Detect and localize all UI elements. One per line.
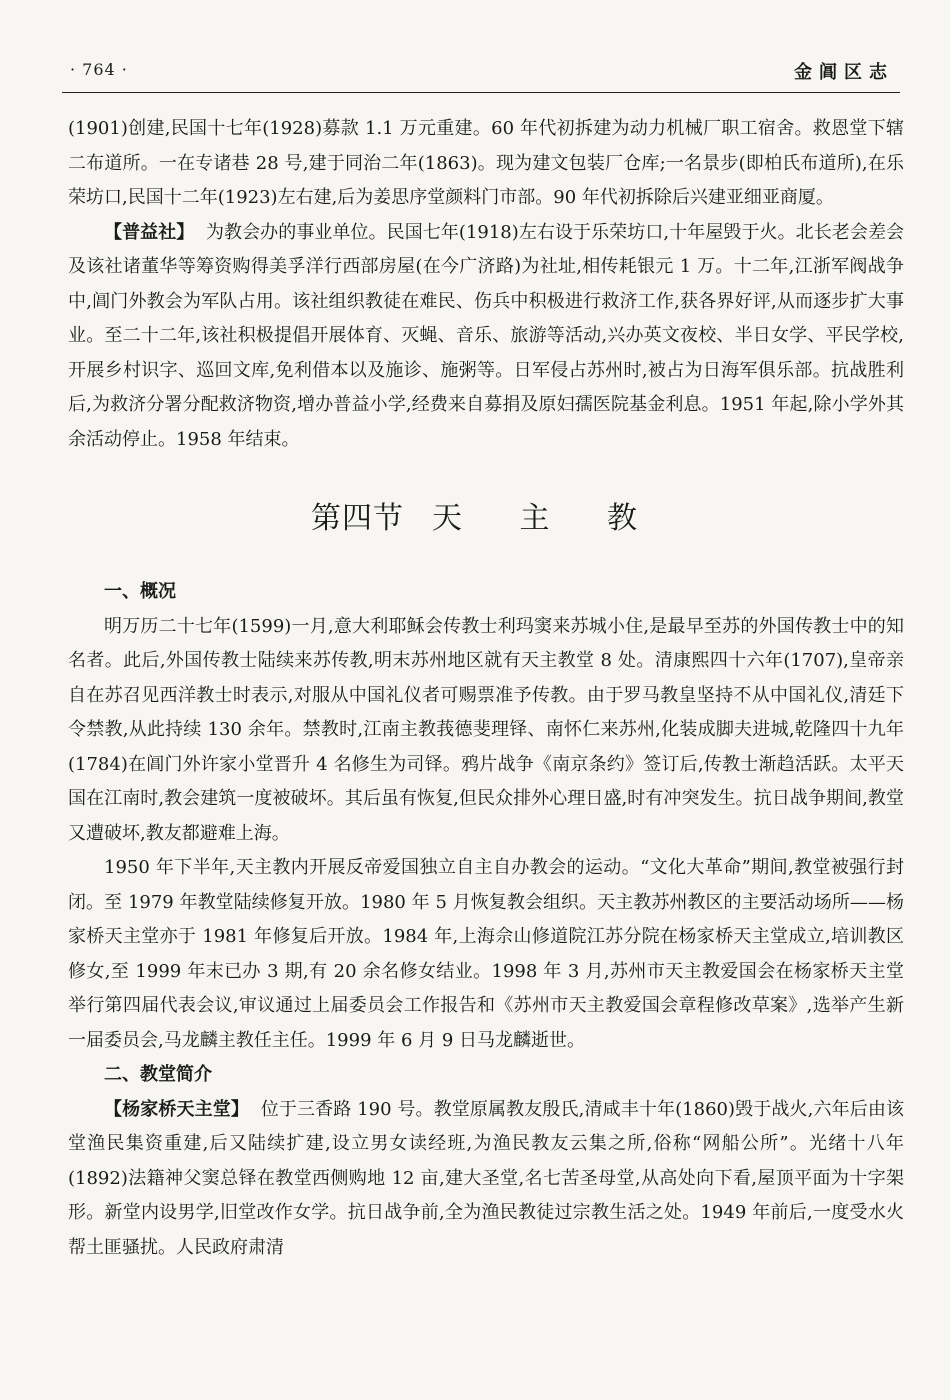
subsection-heading: 一、概况 (104, 581, 176, 602)
subsection-heading: 二、教堂简介 (104, 1064, 212, 1085)
page-header (62, 58, 900, 93)
section-title (68, 499, 904, 539)
entry-text: 为教会办的事业单位。民国七年(1918)左右设于乐荣坊口,十年屋毁于火。北长老会差会及该社诸董华等筹资购得美孚洋行西部房屋(在今广济路)为社址,相传耗银元 1 万。十二年,江浙军阀战争中,阊门外教会为军队占用。该社组织教徒在难民、伤兵中积极进行救济工作,获各界好评,从而逐步扩大事业。至二十二年,该社积极提倡开展体育、灭蝇、音乐、旅游等活动,兴办英文夜校、半日女学、平民学校,开展乡村识字、巡回文库,免利借本以及施诊、施粥等。日军侵占苏州时,被占为日海军俱乐部。抗战胜利后,为救济分署分配救济物资,增办普益小学,经费来自募捐及原妇孺医院基金利息。1951 年起,除小学外其余活动停止。1958 年结束。 (68, 221, 905, 450)
book-title: 金阊区志 (794, 62, 894, 83)
section-name: 天 主 教 (431, 501, 662, 536)
paragraph: 明万历二十七年(1599)一月,意大利耶稣会传教士利玛窦来苏城小住,是最早至苏的外国传教士中的知名者。此后,外国传教士陆续来苏传教,明末苏州地区就有天主教堂 8 处。清康熙四十六年(1707),皇帝亲自在苏召见西洋教士时表示,对服从中国礼仪者可赐票准予传教。由于罗马教皇坚持不从中国礼仪,清廷下令禁教,从此持续 130 余年。禁教时,江南主教莪德斐理铎、南怀仁来苏州,化装成脚夫进城,乾隆四十九年(1784)在阊门外许家小堂晋升 4 名修生为司铎。鸦片战争《南京条约》签订后,传教士渐趋活跃。太平天国在江南时,教会建筑一度被破坏。其后虽有恢复,但民众排外心理日盛,时有冲突发生。抗日战争期间,教堂又遭破坏,教友都避难上海。 (68, 615, 904, 844)
page-number: · 764 · (70, 60, 128, 79)
page-body (68, 112, 904, 1265)
section-number: 第四节 (310, 501, 404, 536)
entry-yangjiaqiao (68, 1093, 904, 1266)
entry-text: 位于三香路 190 号。教堂原属教友殷氏,清咸丰十年(1860)毁于战火,六年后由该堂渔民集资重建,后又陆续扩建,设立男女读经班,为渔民教友云集之所,俗称“网船公所”。光绪十八年(1892)法籍神父窦总铎在教堂西侧购地 12 亩,建大圣堂,名七苦圣母堂,从高处向下看,屋顶平面为十字架形。新堂内设男学,旧堂改作女学。抗日战争前,全为渔民教徒过宗教生活之处。1949 年前后,一度受水火帮土匪骚扰。人民政府肃清 (68, 1098, 904, 1258)
entry-puyishe (68, 216, 904, 458)
entry-term: 【普益社】 (104, 221, 195, 243)
paragraph: 1950 年下半年,天主教内开展反帝爱国独立自主自办教会的运动。“文化大革命”期间,教堂被强行封闭。至 1979 年教堂陆续修复开放。1980 年 5 月恢复教会组织。天主教苏州教区的主要活动场所——杨家桥天主堂亦于 1981 年修复后开放。1984 年,上海佘山修道院江苏分院在杨家桥天主堂成立,培训教区修女,至 1999 年末已办 3 期,有 20 余名修女结业。1998 年 3 月,苏州市天主教爱国会在杨家桥天主堂举行第四届代表会议,审议通过上届委员会工作报告和《苏州市天主教爱国会章程修改草案》,选举产生新一届委员会,马龙麟主教任主任。1999 年 6 月 9 日马龙麟逝世。 (68, 857, 904, 1051)
paragraph-continued: (1901)创建,民国十七年(1928)募款 1.1 万元重建。60 年代初拆建为动力机械厂职工宿舍。救恩堂下辖二布道所。一在专诸巷 28 号,建于同治二年(1863)。现为建文包装厂仓库;一名景步(即柏氏布道所),在乐荣坊口,民国十二年(1923)左右建,后为姜思序堂颜料门市部。90 年代初拆除后兴建亚细亚商厦。 (68, 118, 904, 208)
entry-term: 【杨家桥天主堂】 (104, 1098, 250, 1120)
